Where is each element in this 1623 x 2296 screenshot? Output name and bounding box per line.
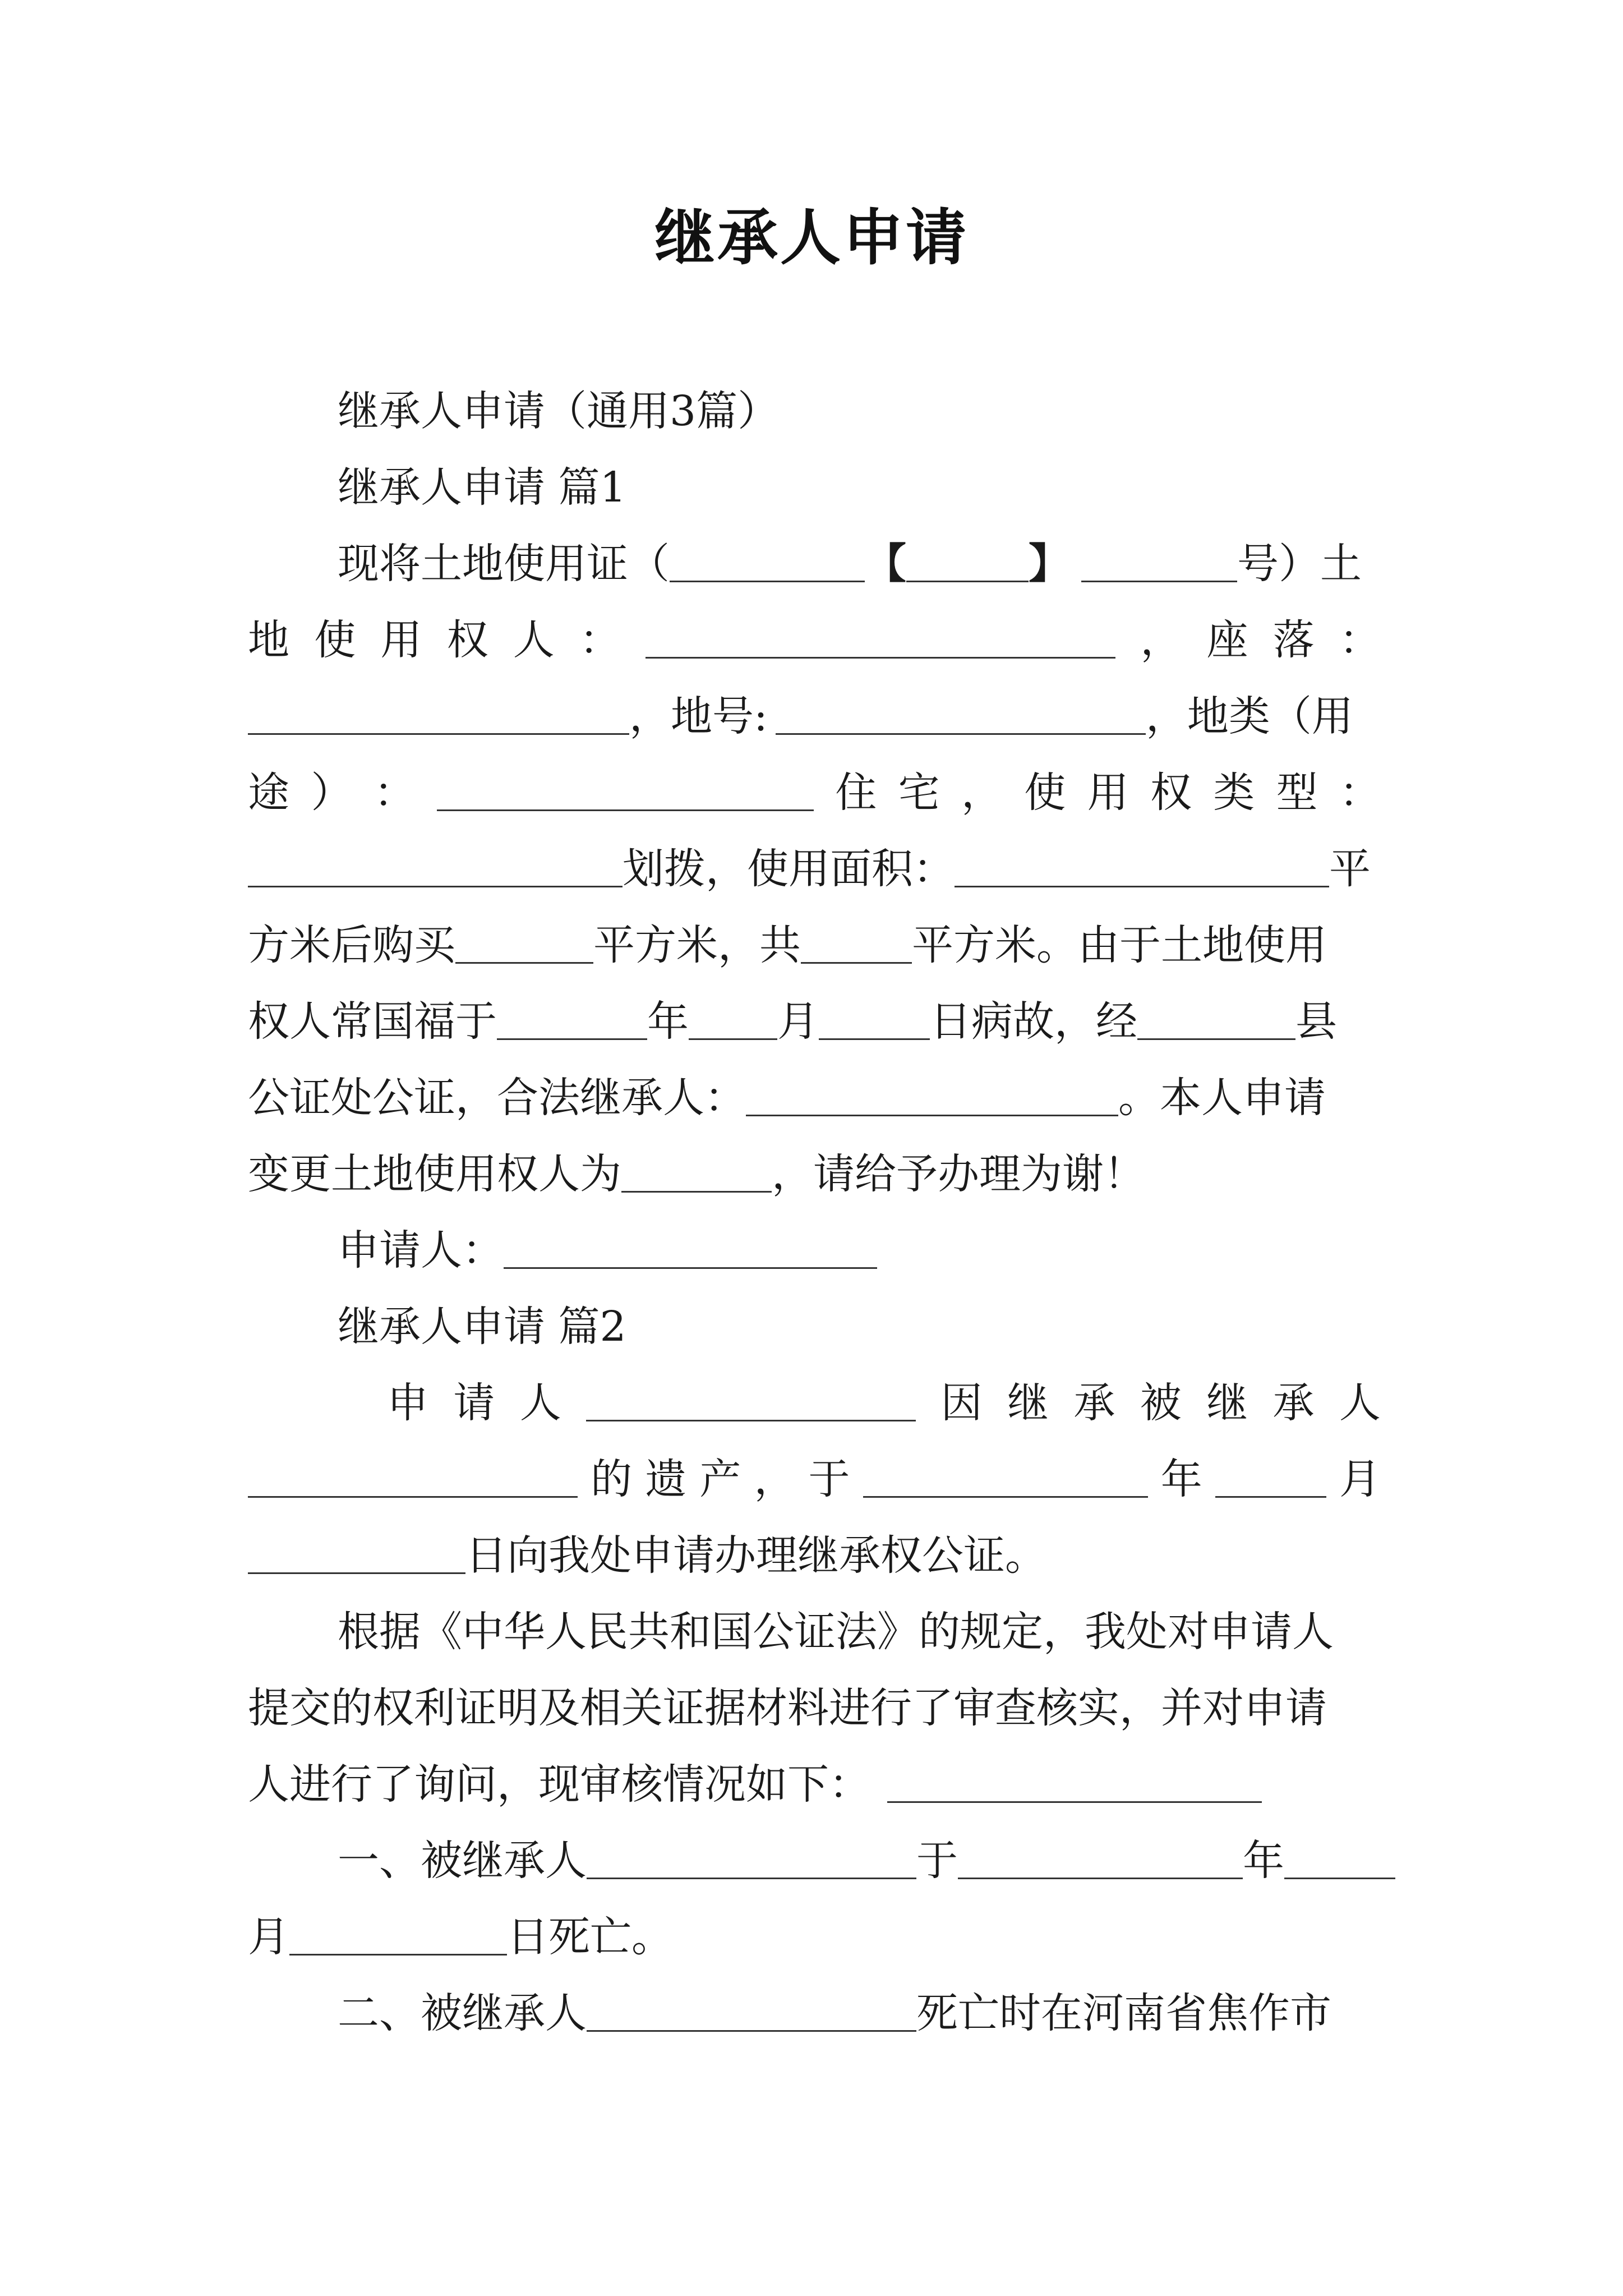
paragraph-line	[248, 754, 1381, 831]
section-heading-1: 继承人申请 篇1	[338, 463, 626, 512]
blank	[1137, 983, 1295, 1040]
blank	[801, 907, 912, 964]
text-fragment: 类	[1213, 769, 1255, 817]
text-fragment: 年	[647, 997, 689, 1046]
blank	[587, 1823, 916, 1879]
paragraph-line	[248, 1136, 1381, 1212]
text-fragment: 。本人申请	[1118, 1074, 1326, 1122]
text-fragment: ：	[579, 616, 621, 664]
text-fragment: ，地号:	[629, 692, 768, 740]
text-fragment: 年	[1160, 1455, 1202, 1503]
paragraph-line	[248, 678, 1381, 754]
text-fragment: 权人常国福于	[248, 997, 497, 1046]
text-fragment: ：	[374, 769, 416, 817]
text-fragment: ，	[754, 1455, 796, 1503]
text-fragment: 座	[1206, 616, 1248, 664]
text-fragment: 公证处公证，合法继承人：	[248, 1074, 746, 1122]
text-fragment: 现将土地使用证（	[338, 540, 670, 588]
text-fragment: 人	[513, 616, 555, 664]
text-fragment: ，请给予办理为谢！	[772, 1150, 1145, 1198]
text-fragment: 平方米。由于土地使用	[912, 921, 1327, 969]
blank	[887, 1746, 1262, 1803]
text-fragment: 人	[1339, 1379, 1381, 1427]
text-fragment: 落	[1272, 616, 1315, 664]
text-fragment: 】	[1029, 540, 1070, 588]
paragraph-line	[338, 526, 1381, 602]
blank	[955, 831, 1329, 887]
document-title: 继承人申请	[654, 203, 969, 273]
text-fragment: 承	[1073, 1379, 1115, 1427]
text-fragment: 住	[835, 769, 877, 817]
text-fragment: 平方米，共	[593, 921, 801, 969]
text-fragment: 宅	[898, 769, 940, 817]
text-fragment: 于	[916, 1837, 958, 1885]
text-fragment: 因	[940, 1379, 983, 1427]
text-fragment: 用	[1087, 769, 1129, 817]
blank	[289, 1899, 507, 1955]
section-heading-2: 继承人申请 篇2	[338, 1303, 626, 1351]
text-fragment: 请	[453, 1379, 495, 1427]
paragraph-line	[248, 983, 1381, 1060]
text-fragment: 二、被继承人	[338, 1989, 587, 2037]
text-fragment: 遗	[645, 1455, 687, 1503]
blank	[587, 1975, 916, 2032]
paragraph-line	[387, 1365, 1381, 1441]
blank	[906, 526, 1029, 582]
blank	[670, 526, 865, 582]
text-fragment: 地	[248, 616, 289, 664]
blank	[863, 1441, 1148, 1498]
paragraph-line	[338, 1823, 1381, 1899]
applicant-line	[338, 1212, 1381, 1289]
paragraph-line	[248, 1060, 1381, 1136]
text-fragment: ，地类（用	[1145, 692, 1353, 740]
text-fragment: 继	[1007, 1379, 1049, 1427]
text-fragment: 人进行了询问，现审核情况如下：	[248, 1760, 870, 1809]
text-fragment: ：	[1339, 616, 1381, 664]
paragraph-line	[248, 1441, 1381, 1517]
text-fragment: 承	[1272, 1379, 1315, 1427]
text-fragment: 权	[446, 616, 488, 664]
blank	[497, 983, 647, 1040]
blank	[248, 1517, 465, 1574]
text-fragment: 于	[808, 1455, 850, 1503]
paragraph-line	[338, 1975, 1381, 2051]
paragraph-line	[248, 1517, 1381, 1594]
blank	[1215, 1441, 1326, 1498]
blank	[776, 678, 1146, 735]
paragraph-line	[248, 1899, 1381, 1975]
blank	[958, 1823, 1243, 1879]
text-fragment: ：	[1339, 769, 1381, 817]
blank	[746, 1060, 1118, 1116]
text-fragment: 月	[1339, 1455, 1381, 1503]
text-fragment: 【	[865, 540, 906, 588]
subtitle: 继承人申请（通用3篇）	[338, 387, 780, 435]
blank	[248, 678, 629, 735]
text-fragment: ，	[1140, 616, 1182, 664]
blank	[248, 1441, 578, 1498]
text-fragment: 申	[387, 1379, 428, 1427]
text-fragment: 日向我处申请办理继承权公证。	[465, 1531, 1046, 1580]
text-fragment: 方米后购买	[248, 921, 455, 969]
text-fragment: 申请人：	[338, 1226, 504, 1274]
text-fragment: 死亡时在河南省焦作市	[916, 1989, 1331, 2037]
text-fragment: 的	[591, 1455, 633, 1503]
blank	[1081, 526, 1237, 582]
text-fragment: 使	[1024, 769, 1066, 817]
text-fragment: 一、被继承人	[338, 1837, 587, 1885]
text-fragment: 日病故，经	[930, 997, 1137, 1046]
blank	[689, 983, 777, 1040]
text-fragment: 月	[248, 1913, 289, 1961]
text-fragment: 划拨，使用面积：	[623, 845, 955, 893]
text-fragment: 用	[380, 616, 422, 664]
text-fragment: ，	[961, 769, 1003, 817]
blank	[248, 831, 623, 887]
text-fragment: 使	[314, 616, 356, 664]
text-fragment: 日死亡。	[507, 1913, 673, 1961]
paragraph-line	[248, 831, 1381, 907]
text-fragment: 被	[1140, 1379, 1182, 1427]
text-fragment: 型	[1276, 769, 1318, 817]
text-fragment: 年	[1243, 1837, 1284, 1885]
text-fragment: ）	[311, 769, 353, 817]
blank	[645, 602, 1115, 659]
blank	[437, 754, 814, 811]
text-fragment: 人	[519, 1379, 561, 1427]
blank	[455, 907, 593, 964]
text-fragment: 县	[1295, 997, 1337, 1046]
blank	[819, 983, 930, 1040]
text-fragment: 号）土	[1237, 540, 1362, 588]
paragraph-line	[248, 1746, 1381, 1823]
text-fragment: 权	[1150, 769, 1192, 817]
paragraph-line	[248, 602, 1381, 678]
paragraph-line: 根据《中华人民共和国公证法》的规定，我处对申请人	[338, 1608, 1334, 1656]
text-fragment: 产	[699, 1455, 741, 1503]
text-fragment: 变更土地使用权人为	[248, 1150, 621, 1198]
blank	[504, 1212, 877, 1269]
text-fragment: 月	[777, 997, 819, 1046]
paragraph-line: 提交的权利证明及相关证据材料进行了审查核实，并对申请	[248, 1684, 1327, 1732]
text-fragment: 平	[1329, 845, 1371, 893]
text-fragment: 途	[248, 769, 289, 817]
blank	[621, 1136, 772, 1193]
paragraph-line	[248, 907, 1381, 983]
blank	[586, 1365, 916, 1421]
text-fragment: 继	[1206, 1379, 1248, 1427]
blank	[1284, 1823, 1395, 1879]
